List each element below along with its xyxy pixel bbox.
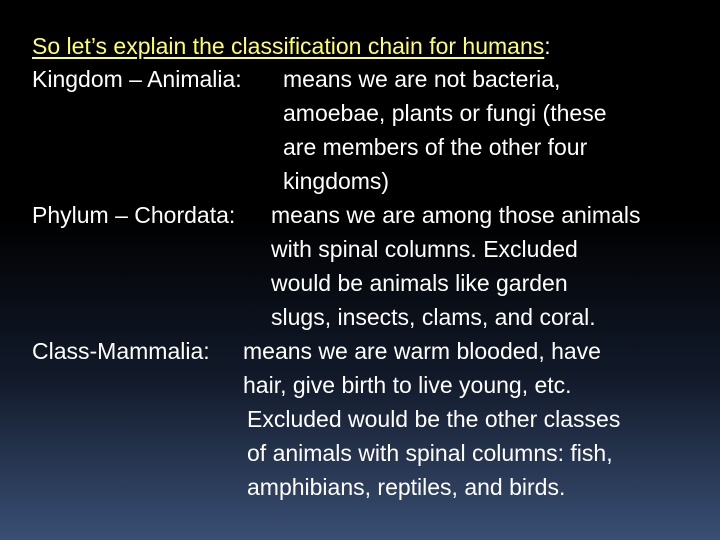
kingdom-desc-line: are members of the other four (283, 134, 588, 160)
phylum-desc-line: would be animals like garden (271, 270, 568, 296)
kingdom-desc-line: kingdoms) (283, 168, 390, 194)
class-desc-line: hair, give birth to live young, etc. (243, 372, 572, 398)
class-desc-line: of animals with spinal columns: fish, (247, 440, 613, 466)
phylum-desc-line: means we are among those animals (271, 202, 641, 228)
kingdom-desc-line: amoebae, plants or fungi (these (283, 100, 607, 126)
kingdom-label: Kingdom – Animalia: (32, 66, 242, 92)
phylum-desc-line: slugs, insects, clams, and coral. (271, 304, 596, 330)
class-label: Class-Mammalia: (32, 338, 210, 364)
phylum-row (32, 198, 235, 232)
class-desc-line: amphibians, reptiles, and birds. (247, 474, 566, 500)
class-desc-line: Excluded would be the other classes (247, 406, 621, 432)
class-desc-line: means we are warm blooded, have (243, 338, 601, 364)
heading-colon: : (544, 33, 551, 59)
phylum-desc-line: with spinal columns. Excluded (271, 236, 578, 262)
phylum-label: Phylum – Chordata: (32, 202, 236, 228)
slide-heading (32, 29, 551, 63)
class-row (32, 334, 210, 368)
kingdom-desc-line: means we are not bacteria, (283, 66, 561, 92)
heading-text: So let’s explain the classification chain for humans (32, 33, 545, 59)
kingdom-row (32, 62, 242, 96)
